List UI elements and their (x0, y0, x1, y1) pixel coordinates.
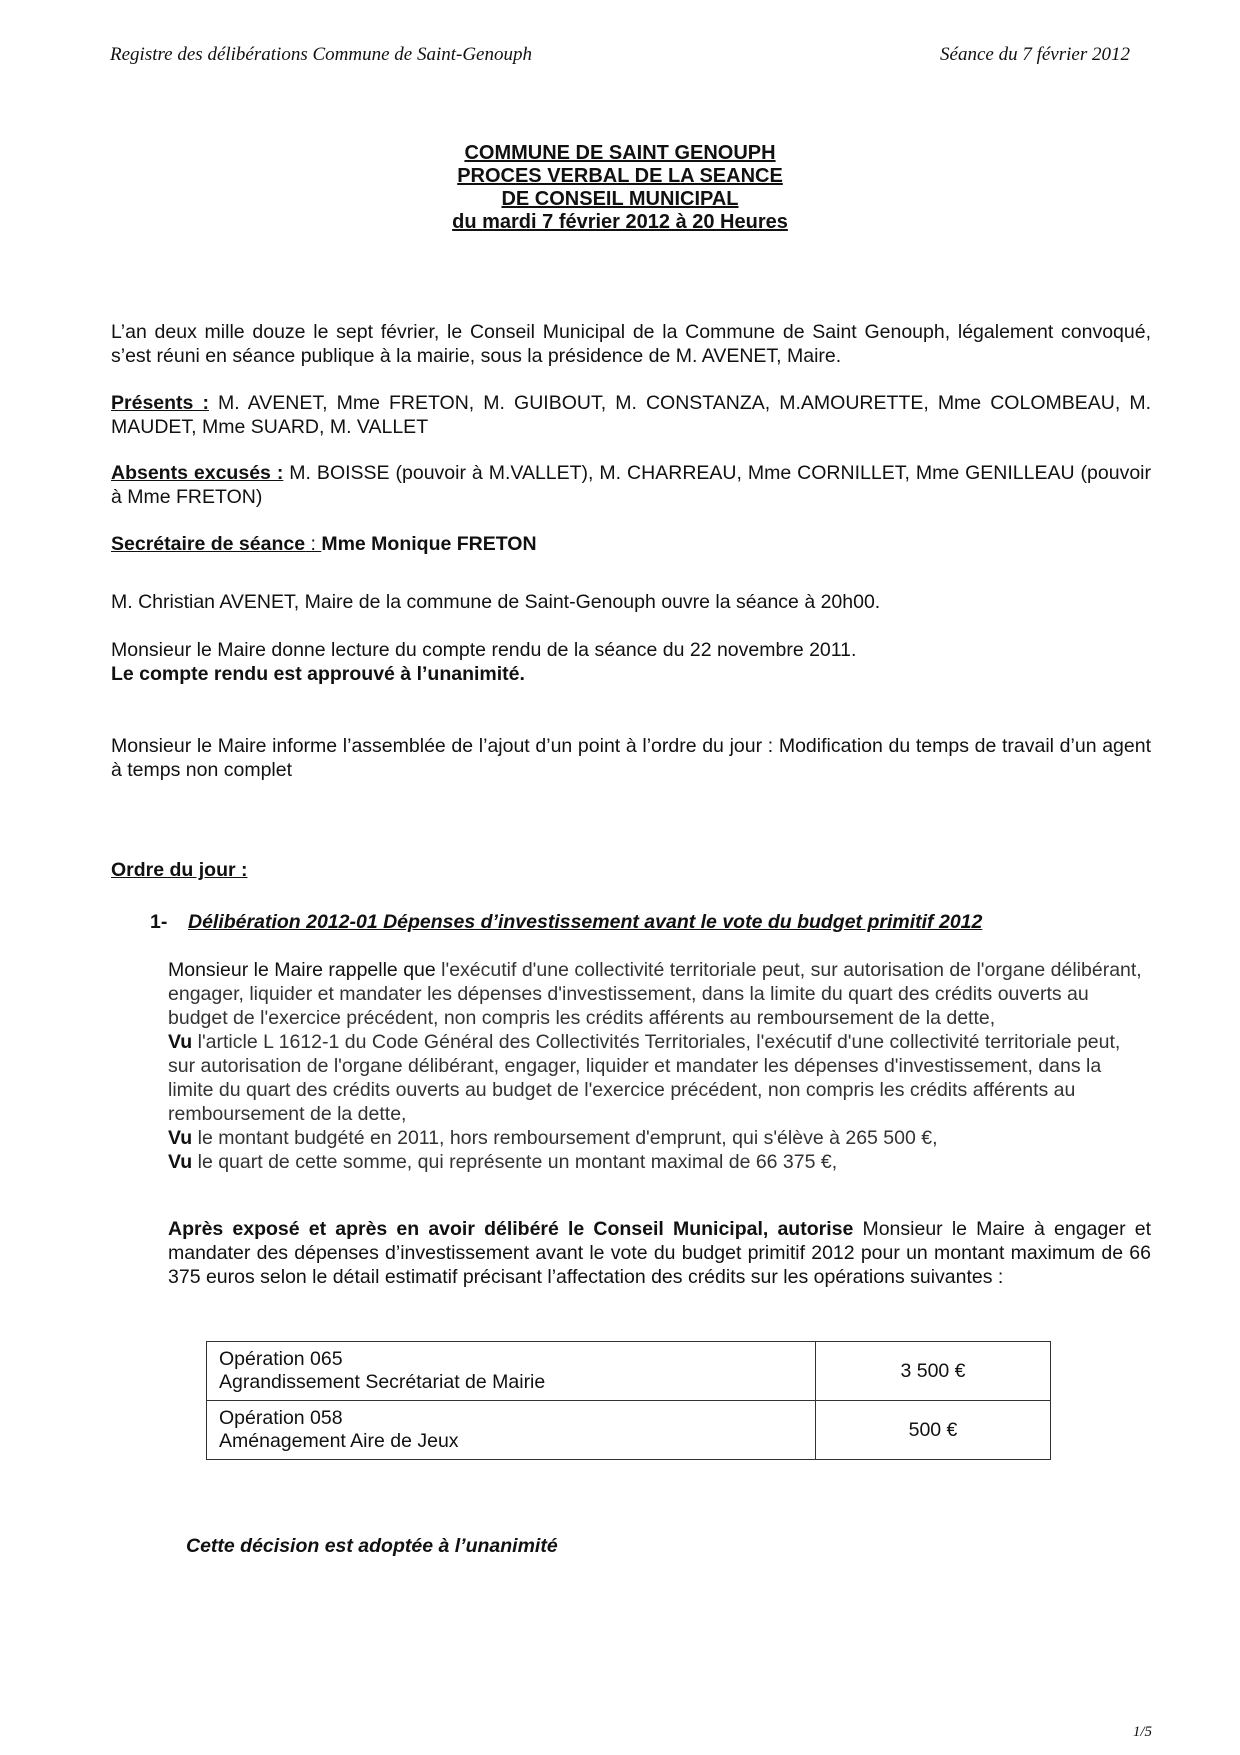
rappel-paragraph (168, 958, 1151, 1030)
operation-label: Agrandissement Secrétariat de Mairie (219, 1371, 546, 1393)
vu-article-text: l'article L 1612-1 du Code Général des Collectivités Territoriales, l'exécutif d'une collectivité territoriale peut, sur autorisation de l'organe délibérant, engager, liquider et mandater les dépenses d'investissement, dans la limite du quart des crédits ouverts au budget de l'exercice précédent, non compris les crédits afférents au remboursement de la dette, (168, 1031, 1121, 1125)
operation-amount: 3 500 € (816, 1342, 1051, 1401)
lecture-paragraph: Monsieur le Maire donne lecture du compte rendu de la séance du 22 novembre 2011. (111, 639, 857, 661)
document-title (0, 142, 1240, 234)
operation-amount: 500 € (816, 1401, 1051, 1460)
decision-text: Monsieur le Maire à engager et mandater des dépenses d’investissement avant le vote du budget primitif 2012 pour un montant maximum de 66 375 euros selon le détail estimatif précisant l’affectation des crédits sur les opérations suivantes : (168, 1218, 1151, 1288)
operation-code: Opération 065 (219, 1348, 343, 1370)
agenda-item-number: 1- (150, 911, 168, 933)
decision-paragraph (168, 1217, 1151, 1289)
presents-paragraph (111, 391, 1151, 439)
vu-quart-text: le quart de cette somme, qui représente un montant maximal de 66 375 €, (192, 1151, 838, 1173)
secretaire-paragraph (111, 532, 1151, 556)
title-line-2: PROCES VERBAL DE LA SEANCE (457, 165, 783, 187)
presents-list: M. AVENET, Mme FRETON, M. GUIBOUT, M. CONSTANZA, M.AMOURETTE, Mme COLOMBEAU, M. MAUDET, Mme SUARD, M. VALLET (111, 392, 1151, 438)
rappel-lead: Monsieur le Maire rappelle que (168, 959, 442, 981)
vu-lead-2: Vu (168, 1127, 193, 1149)
presents-label: Présents : (111, 392, 209, 414)
operation-cell (207, 1342, 816, 1401)
operation-label: Aménagement Aire de Jeux (219, 1430, 459, 1452)
vu-lead-3: Vu (168, 1151, 193, 1173)
title-line-3: DE CONSEIL MUNICIPAL (501, 188, 739, 210)
page-number: 1/5 (1132, 1724, 1152, 1740)
vu-lead-1: Vu (168, 1031, 193, 1053)
vu-budget-paragraph (168, 1126, 1151, 1150)
absents-list: M. BOISSE (pouvoir à M.VALLET), M. CHARREAU, Mme CORNILLET, Mme GENILLEAU (pouvoir à Mme FRETON) (111, 462, 1151, 508)
running-header (110, 44, 1130, 66)
decision-result: Cette décision est adoptée à l’unanimité (186, 1535, 558, 1557)
table-row (207, 1342, 1051, 1401)
vu-quart-paragraph (168, 1150, 1151, 1174)
secretaire-label: Secrétaire de séance (111, 533, 306, 555)
agenda-item-1-heading (150, 911, 982, 934)
ajout-paragraph: Monsieur le Maire informe l’assemblée de l’ajout d’un point à l’ordre du jour : Modification du temps de travail d’un agent à temps non complet (111, 735, 1151, 781)
ordre-du-jour-heading: Ordre du jour : (111, 859, 248, 881)
operations-table (206, 1341, 1051, 1460)
vu-budget-text: le montant budgété en 2011, hors remboursement d'emprunt, qui s'élève à 265 500 €, (192, 1127, 938, 1149)
absents-label: Absents excusés : (111, 462, 284, 484)
vu-article-paragraph (168, 1030, 1151, 1126)
ouverture-paragraph: M. Christian AVENET, Maire de la commune de Saint-Genouph ouvre la séance à 20h00. (111, 591, 881, 613)
deliberation-considerants (168, 958, 1151, 1174)
title-line-1: COMMUNE DE SAINT GENOUPH (464, 142, 776, 164)
rappel-text: l'exécutif d'une collectivité territoriale peut, sur autorisation de l'organe délibérant, engager, liquider et mandater les dépenses d'investissement, dans la limite du quart des crédits ouverts au budget de l'exercice précédent, non compris les crédits afférents au remboursement de la dette, (168, 959, 1142, 1029)
absents-paragraph (111, 461, 1151, 509)
title-line-4: du mardi 7 février 2012 à 20 Heures (452, 211, 788, 233)
secretaire-sep: : (305, 533, 322, 555)
operation-code: Opération 058 (219, 1407, 343, 1429)
approbation-statement: Le compte rendu est approuvé à l’unanimité. (111, 663, 525, 685)
agenda-item-title: Délibération 2012-01 Dépenses d’investissement avant le vote du budget primitif 2012 (188, 911, 983, 933)
header-session-date: Séance du 7 février 2012 (940, 44, 1130, 65)
table-row (207, 1401, 1051, 1460)
secretaire-name: Mme Monique FRETON (321, 533, 537, 555)
header-register-title: Registre des délibérations Commune de Saint-Genouph (110, 44, 532, 65)
operation-cell (207, 1401, 816, 1460)
intro-paragraph: L’an deux mille douze le sept février, le Conseil Municipal de la Commune de Saint Genouph, légalement convoqué, s’est réuni en séance publique à la mairie, sous la présidence de M. AVENET, Maire. (111, 321, 1151, 367)
decision-lead: Après exposé et après en avoir délibéré le Conseil Municipal, autorise (168, 1218, 854, 1240)
